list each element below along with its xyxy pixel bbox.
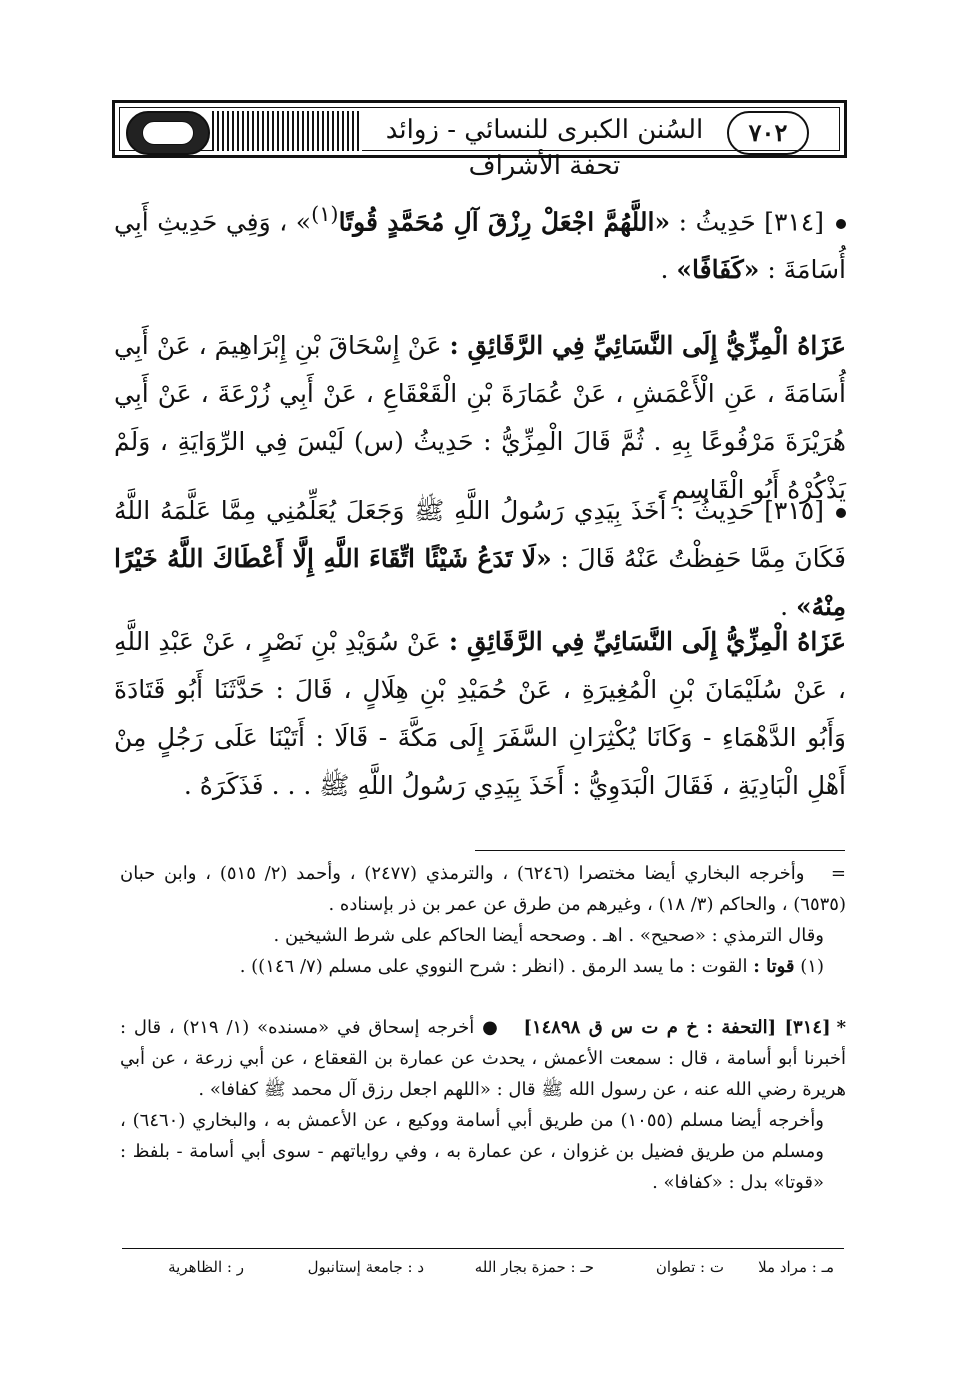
- siglum-m: مـ : مراد ملا: [758, 1258, 834, 1276]
- star-icon: *: [836, 1017, 847, 1038]
- attribution-text: عَنْ سُوَيْدِ بْنِ نَصْرٍ ، عَنْ عَبْدِ اللَّهِ ، عَنْ سُلَيْمَانَ بْنِ الْمُغِيرَةِ ، عَنْ حُمَيْدِ بْنِ هِلَالٍ ، قَالَ : حَدَّثَنَا أَبُو قَتَادَةَ وَأَبُو الدَّهْمَاءِ - وَكَانَا يُكْثِرَانِ السَّفَرَ إِلَى مَكَّةَ - قَالَا : أَتَيْنَا عَلَى رَجُلٍ مِنْ أَهْلِ الْبَادِيَةِ ، فَقَالَ الْبَدَوِيُّ : أَخَذَ بِيَدِي رَسُولُ اللَّهِ ﷺ . . . فَذَكَرَهُ .: [114, 627, 846, 800]
- bullet-icon: [836, 219, 846, 229]
- hadith-quote-2: «كَفَافًا»: [676, 255, 760, 285]
- hadith-number: [٣١٥]: [764, 496, 824, 525]
- takhrij-text: ● أخرجه إسحاق في «مسنده» (١/ ٢١٩) ، قال : أخبرنا أبو أسامة ، قال : سمعت الأعمش ، يحدث عن عمارة بن القعقاع ، عن أبي زرعة ، عن أبي هريرة رضي الله عنه ، عن رسول الله ﷺ قال : «اللهم اجعل رزق آل محمد ﷺ كفافا» .: [120, 1017, 846, 1100]
- attribution-315: [114, 618, 892, 810]
- siglum-h: حـ : حمزة بجار الله: [474, 1258, 594, 1276]
- attribution-314: [114, 322, 892, 514]
- footnote-ref: (١): [311, 202, 339, 226]
- sigla-separator: [122, 1248, 844, 1249]
- footnote-word: قوتا :: [753, 956, 795, 977]
- tirmidhi-note: وقال الترمذي : «صحيح» . اهـ . وصححه أيضا الحاكم على شرط الشيخين .: [273, 925, 824, 946]
- continuation-mark: =: [830, 863, 846, 884]
- page-header: [112, 100, 847, 181]
- hadith-quote: «اللَّهُمَّ اجْعَلْ رِزْقَ آلِ مُحَمَّدٍ قُوتًا: [338, 207, 671, 237]
- continuation-text: وأخرجه البخاري أيضا مختصرا (٦٢٤٦) ، والترمذي (٢٤٧٧) ، وأحمد (٢/ ٥١٥) ، وابن حبان (٦٥٣٥) ، والحاكم (٣/ ١٨) ، وغيرهم من طرق عن عمر بن ذر بإسناده .: [120, 863, 846, 915]
- footnote-number: (١): [800, 956, 824, 977]
- hadith-315: [114, 487, 846, 631]
- takhrij-text-2: وأخرجه أيضا مسلم (١٠٥٥) من طريق أبي أسامة ووكيع ، عن الأعمش به ، والبخاري (٦٤٦٠) ، ومسلم من طريق فضيل بن غزوان ، عن عمارة به ، وفي رواياتهم - سوى أبي أسامة - بلفظ : «قوتا» بدل : «كفافا» .: [120, 1110, 824, 1193]
- continuation-note: [120, 858, 846, 920]
- ornament-icon: [126, 111, 210, 155]
- siglum-r: ر : الظاهرية: [168, 1258, 244, 1276]
- takhrij-314: [120, 1012, 846, 1198]
- page-number: ٧٠٢: [727, 111, 809, 155]
- hadith-lead: حَدِيثُ :: [678, 207, 756, 237]
- bullet-icon: [836, 508, 846, 518]
- takhrij-head: [120, 1012, 846, 1105]
- attribution-lead: عَزَاهُ الْمِزِّيُّ إِلَى النَّسَائِيِّ فِي الرَّقَائِقِ :: [448, 627, 847, 656]
- hadith-end: .: [780, 592, 789, 621]
- manuscript-sigla: [122, 1258, 844, 1282]
- hadith-quote: «لَا تَدَعُ شَيْئًا اتِّقَاءَ اللَّهِ إِلَّا أَعْطَاكَ اللَّهُ خَيْرًا مِنْهُ»: [114, 544, 846, 621]
- header-hatching: [212, 111, 362, 151]
- footnote-text: القوت : ما يسد الرمق . (انظر : شرح النووي على مسلم (٧/ ١٤٦)) .: [239, 956, 748, 977]
- hadith-number: [٣١٤]: [764, 207, 824, 237]
- hadith-314: [114, 190, 846, 294]
- siglum-d: د : جامعة إستانبول: [307, 1258, 424, 1276]
- hadith-rest: » ، وَفِي حَدِيثِ أَبِي أُسَامَةَ :: [114, 207, 846, 285]
- tuhfa-ref: [٣١٤] [التحفة : خ م ت س ق ١٤٨٩٨]: [523, 1017, 831, 1038]
- attribution-lead: عَزَاهُ الْمِزِّيُّ إِلَى النَّسَائِيِّ فِي الرَّقَائِقِ :: [449, 331, 846, 360]
- header-frame: [119, 107, 840, 181]
- siglum-t: ت : تطوان: [655, 1258, 724, 1276]
- running-title: السُنن الكبرى للنسائي - زوائد تحفة الأشراف: [385, 115, 704, 181]
- footnote-1: [120, 951, 846, 982]
- attribution-text: عَنْ إِسْحَاقَ بْنِ إِبْرَاهِيمَ ، عَنْ أَبِي أُسَامَةَ ، عَنِ الْأَعْمَشِ ، عَنْ عُمَارَةَ بْنِ الْقَعْقَاعِ ، عَنْ أَبِي زُرْعَةَ ، عَنْ أَبِي هُرَيْرَةَ مَرْفُوعًا بِهِ . ثُمَّ قَالَ الْمِزِّيُّ : حَدِيثُ (س) لَيْسَ فِي الرِّوَايَةِ ، وَلَمْ يَذْكُرْهُ أَبُو الْقَاسِمِ .: [114, 331, 846, 504]
- footnotes: [120, 858, 846, 982]
- footnote-separator: [475, 850, 845, 851]
- hadith-text: حَدِيثُ : أَخَذَ بِيَدِي رَسُولُ اللَّهِ ﷺ وَجَعَلَ يُعَلِّمُنِي مِمَّا عَلَّمَهُ اللَّهُ فَكَانَ مِمَّا حَفِظْتُ عَنْهُ قَالَ :: [114, 496, 847, 573]
- hadith-end: .: [660, 255, 669, 285]
